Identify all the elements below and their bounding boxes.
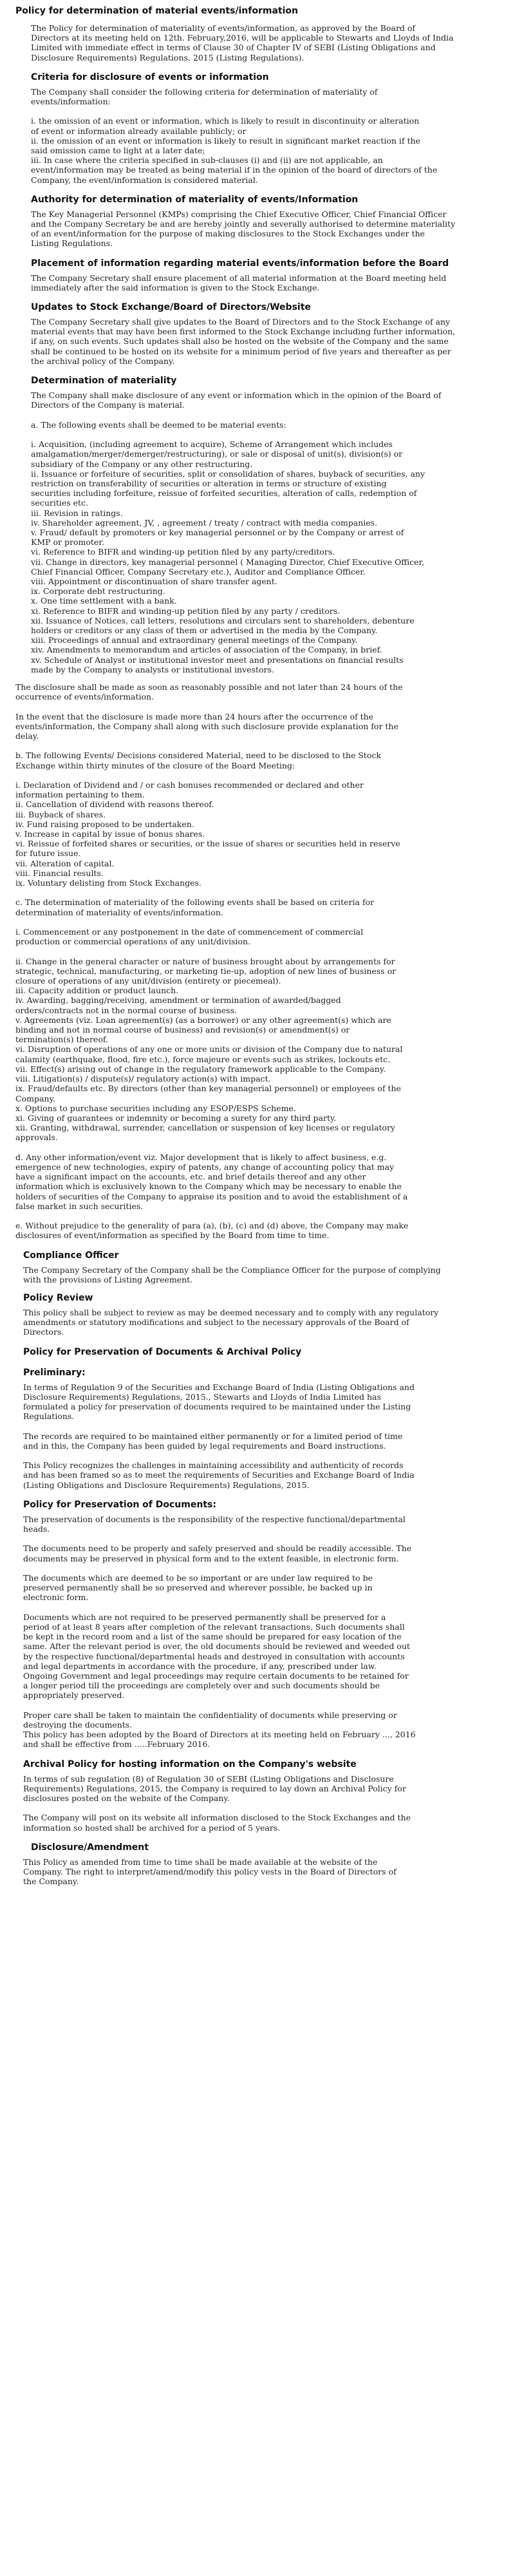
section-title: Policy Review [23, 1292, 93, 1303]
section-title: Placement of information regarding material events/information before the Board [31, 258, 449, 269]
section-body: The preservation of documents is the responsibility of the respective functional/departmental heads. The documents need to be properly and safely preserved and should be readily accessible. The documents may be preserved in physical form and to the extent feasible, in electronic form. The documents which are deemed to be so important or are under law required to be preserved permanently shall be so preserved and wherever possible, be backed up in electronic form. Documents which are not required to be preserved permanently shall be preserved for a period of at least 8 years after completion of the relevant transactions. Such documents shall be kept in the record room and a list of the same should be prepared for easy location of the same. After the relevant period is over, the old documents should be reviewed and weeded out by the respective functional/departmental heads and destroyed in consultation with accounts and legal departments in accordance with the procedure, if any, prescribed under law. Ongoing Government and legal proceedings may require certain documents to be retained for a longer period till the proceedings are completely over and such documents should be appropriately preserved. Proper care shall be taken to maintain the confidentiality of documents while preserving or destroying the documents. This policy has been adopted by the Board of Directors at its meeting held on February ..., 2016 and shall be effective from .....February 2016. [23, 1514, 416, 1750]
section-body: The Policy for determination of materiality of events/information, as approved by the Board of Directors at its meeting held on 12th. February,2016, will be applicable to Stewarts and Lloyds of India Limited with immediate effect in terms of Clause 30 of Chapter IV of SEBI (Listing Obligations and Disclosure Requirements) Regulations, 2015 (Listing Regulations). [31, 23, 454, 62]
section-disclosure-timing [15, 682, 500, 1241]
section-title: Disclosure/Amendment [31, 1842, 149, 1853]
section-title: Archival Policy for hosting information on the Company's website [23, 1759, 357, 1770]
section-policy-review [15, 1292, 500, 1337]
section-title: Authority for determination of materiality of events/Information [31, 194, 359, 205]
section-updates-stock-exchange [15, 301, 500, 366]
section-archival-policy-website [15, 1759, 500, 1833]
section-body: The Company Secretary shall ensure placement of all material information at the Board meeting held immediately after the said information is given to the Stock Exchange. [31, 272, 447, 292]
section-preservation-documents [15, 1499, 500, 1750]
section-body: In terms of sub regulation (8) of Regulation 30 of SEBI (Listing Obligations and Disclosure Requirements) Regulations, 2015, the Company is required to lay down an Archival Policy for disclosures posted on the website of the Company. The Company will post on its website all information disclosed to the Stock Exchanges and the information so hosted shall be archived for a period of 5 years. [23, 1773, 411, 1833]
section-title: Updates to Stock Exchange/Board of Directors/Website [31, 302, 311, 313]
section-title: Policy for Preservation of Documents: [23, 1499, 216, 1510]
section-body: The Company shall consider the following criteria for determination of materiality of events/information: i. the omission of an event or information, which is likely to result in discontinuity or alteration of event or information already available publicly; or ii. the omission of an event or information is likely to result in significant market reaction if the said omission came to light at a later date; iii. In case where the criteria specified in sub-clauses (i) and (ii) are not applicable, an event/information may be treated as being material if in the opinion of the board of directors of the Company, the event/information is considered material. [31, 86, 438, 185]
section-title: Policy for determination of material events/information [15, 6, 298, 16]
section-body: The Company Secretary of the Company shall be the Compliance Officer for the purpose of complying with the provisions of Listing Agreement. [23, 1264, 441, 1284]
section-title: Policy for Preservation of Documents & Archival Policy [23, 1346, 302, 1357]
section-authority-materiality [15, 194, 500, 249]
section-determination-materiality [15, 375, 500, 674]
section-body: The Company shall make disclosure of any event or information which in the opinion of the Board of Directors of the Company is material. a. The following events shall be deemed to be material events: i. Acquisition, (including agreement to acquire), Scheme of Arrangement which includes amalgamation/merger/demerger/restructuring), or sale or disposal of unit(s), division(s) or subsidiary of the Company or any other restructuring. ii. Issuance or forfeiture of securities, split or consolidation of shares, buyback of securities, any restriction on transferability of securities or alteration in terms or structure of existing securities including forfeiture, reissue of forfeited securities, alteration of calls, redemption of securities etc. iii. Revision in ratings. iv. Shareholder agreement, JV, , agreement / treaty / contract with media companies. v. Fraud/ default by promoters or key managerial personnel or by the Company or arrest of KMP or promoter. vi. Reference to BIFR and winding-up petition filed by any party/creditors. vii. Change in directors, key managerial personnel ( Managing Director, Chief Executive Officer, Chief Financial Officer, Company Secretary etc.), Auditor and Compliance Officer. viii. Appointment or discontinuation of share transfer agent. ix. Corporate debt restructuring. x. One time settlement with a bank. xi. Reference to BIFR and winding-up petition filed by any party / creditors. xii. Issuance of Notices, call letters, resolutions and circulars sent to shareholders, debenture holders or creditors or any class of them or advertised in the media by the Company. xiii. Proceedings of annual and extraordinary general meetings of the Company. xiv. Amendments to memorandum and articles of association of the Company, in brief. xv. Schedule of Analyst or institutional investor meet and presentations on financial results made by the Company to analysts or institutional investors. [31, 390, 442, 674]
section-title: Determination of materiality [31, 376, 177, 386]
section-body: The Key Managerial Personnel (KMPs) comprising the Chief Executive Officer, Chief Financial Officer and the Company Secretary be and are hereby jointly and severally authorised to determine materiality of an event/information for the purpose of making disclosures to the Stock Exchanges under the Listing Regulations. [31, 209, 456, 249]
section-compliance-officer [15, 1250, 500, 1284]
section-criteria-disclosure [15, 72, 500, 185]
section-title: Preliminary: [23, 1367, 86, 1378]
section-body: The Company Secretary shall give updates to the Board of Directors and to the Stock Exchange of any material events that may have been first informed to the Stock Exchange including further information, if any, on such events. Such updates shall also be hosted on the website of the Company and the same shall be continued to be hosted on its website for a minimum period of five years and thereafter as per the archival policy of the Company. [31, 317, 456, 366]
section-body: In terms of Regulation 9 of the Securities and Exchange Board of India (Listing Obligations and Disclosure Requirements) Regulations, 2015., Stewarts and Lloyds of India Limited has formulated a policy for preservation of documents required to be maintained under the Listing Regulations. The records are required to be maintained either permanently or for a limited period of time and in this, the Company has been guided by legal requirements and Board instructions. This Policy recognizes the challenges in maintaining accessibility and authenticity of records and has been framed so as to meet the requirements of Securities and Exchange Board of India (Listing Obligations and Disclosure Requirements) Regulations, 2015. [23, 1382, 415, 1490]
section-preliminary [15, 1367, 500, 1490]
section-disclosure-amendment [15, 1842, 500, 1887]
section-body: The disclosure shall be made as soon as reasonably possible and not later than 24 hours of the occurrence of events/information. In the event that the disclosure is made more than 24 hours after the occurrence of the events/information, the Company shall along with such disclosure provide explanation for the delay. b. The following Events/ Decisions considered Material, need to be disclosed to the Stock Exchange within thirty minutes of the closure of the Board Meeting: i. Declaration of Dividend and / or cash bonuses recommended or declared and other information pertaining to them. ii. Cancellation of dividend with reasons thereof. iii. Buyback of shares. iv. Fund raising proposed to be undertaken. v. Increase in capital by issue of bonus shares. vi. Reissue of forfeited shares or securities, or the issue of shares or securities held in reserve for future issue. vii. Alteration of capital. viii. Financial results. ix. Voluntary delisting from Stock Exchanges. c. The determination of materiality of the following events shall be based on criteria for determination of materiality of events/information. i. Commencement or any postponement in the date of commencement of commercial production or commercial operations of any unit/division. ii. Change in the general character or nature of business brought about by arrangements for strategic, technical, manufacturing, or marketing tie-up, adoption of new lines of business or closure of operations of any unit/division (entirety or piecemeal). iii. Capacity addition or product launch. iv. Awarding, bagging/receiving, amendment or termination of awarded/bagged orders/contracts not in the normal course of business. v. Agreements (viz. Loan agreement(s) (as a borrower) or any other agreement(s) which are binding and not in normal course of business) and revision(s) or amendment(s) or termination(s) thereof. vi. Disruption of operations of any one or more units or division of the Company due to natural calamity (earthquake, flood, fire etc.), force majeure or events such as strikes, lockouts etc. vii. Effect(s) arising out of change in the regulatory framework applicable to the Company. viii. Litigation(s) / dispute(s)/ regulatory action(s) with impact. ix. Fraud/defaults etc. By directors (other than key managerial personnel) or employees of the Company. x. Options to purchase securities including any ESOP/ESPS Scheme. xi. Giving of guarantees or indemnity or becoming a surety for any third party. xii. Granting, withdrawal, surrender, cancellation or suspension of key licenses or regulatory approvals. d. Any other information/event viz. Major development that is likely to affect business, e.g. emergence of new technologies, expiry of patents, any change of accounting policy that may have a significant impact on the accounts, etc. and brief details thereof and any other information which is exclusively known to the Company which may be necessary to enable the holders of securities of the Company to appraise its position and to avoid the establishment of a false market in such securities. e. Without prejudice to the generality of para (a), (b), (c) and (d) above, the Company may make disclosures of event/information as specified by the Board from time to time. [15, 682, 409, 1241]
section-body: This policy shall be subject to review as may be deemed necessary and to comply with any regulatory amendments or statutory modifications and subject to the necessary approvals of the Board of Directors. [23, 1307, 439, 1337]
section-placement-information [15, 258, 500, 292]
section-title: Compliance Officer [23, 1250, 119, 1261]
section-material-events-policy [15, 5, 500, 62]
section-preservation-archival-title [15, 1346, 500, 1358]
section-title: Criteria for disclosure of events or information [31, 72, 269, 82]
section-body: This Policy as amended from time to time shall be made available at the website of the Company. The right to interpret/amend/modify this policy vests in the Board of Directors of the Company. [23, 1856, 397, 1887]
